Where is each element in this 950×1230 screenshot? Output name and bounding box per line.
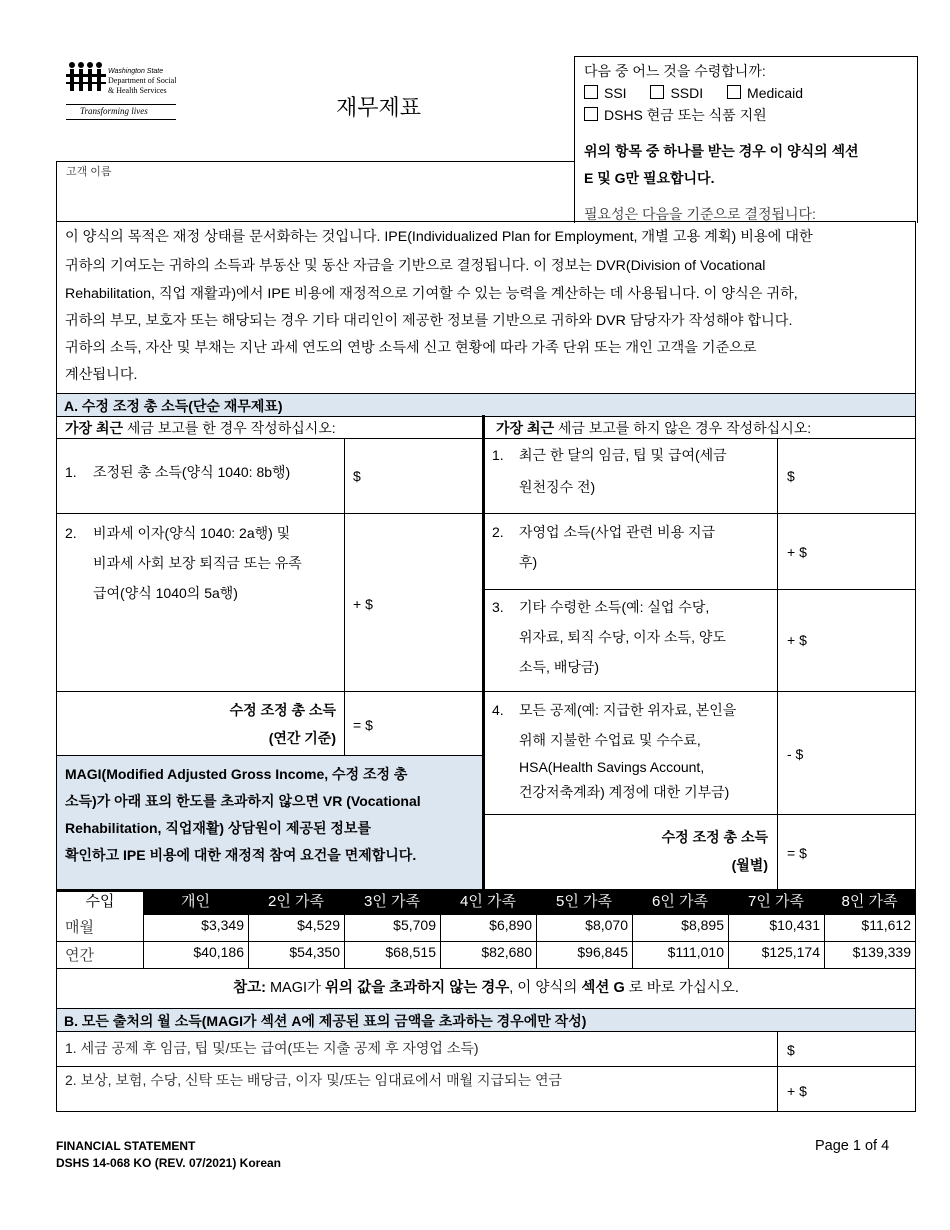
left-item-2: 2. 비과세 이자(양식 1040: 2a행) 및 비과세 사회 보장 퇴직금 또는 유족 급여(양식 1040의 5a행)	[65, 525, 302, 601]
logo-line-3: & Health Services	[108, 86, 167, 95]
footer-form-name: FINANCIAL STATEMENT	[56, 1139, 196, 1153]
form-title: 재무제표	[336, 95, 422, 120]
right-column-header: 가장 최근 세금 보고를 하지 않은 경우 작성하십시오:	[496, 420, 812, 436]
section-b-item-1-value-field[interactable]: $	[787, 1042, 795, 1058]
right-total-value-field[interactable]: = $	[787, 845, 807, 861]
intro-line-5: 귀하의 소득, 자산 및 부채는 지난 과세 연도의 연방 소득세 신고 현황에 따라 가족 단위 또는 개인 고객을 기준으로	[65, 340, 757, 356]
ssdi-checkbox[interactable]: SSDI	[650, 85, 703, 101]
receipt-options-row-1	[584, 84, 803, 102]
right-item-4-value-field[interactable]: - $	[787, 746, 804, 762]
left-total-value-field[interactable]: = $	[353, 717, 373, 733]
section-b-item-2: 2. 보상, 보험, 수당, 신탁 또는 배당금, 이자 및/또는 임대료에서 매월 지급되는 연금	[65, 1072, 563, 1088]
right-item-1-value-field[interactable]: $	[787, 468, 795, 484]
section-b-title-bar	[57, 1008, 915, 1032]
table-header-cell: 8인 가족	[841, 893, 898, 910]
dshs-people-logo-icon	[66, 60, 106, 100]
footer-page-number: Page 1 of 4	[815, 1138, 890, 1154]
intro-line-1: 이 양식의 목적은 재정 상태를 문서화하는 것입니다. IPE(Individualized Plan for Employment, 개별 고용 계획) 비용에 대한	[65, 229, 813, 245]
dshs-assistance-checkbox[interactable]: DSHS 현금 또는 식품 지원	[584, 106, 767, 124]
table-header-cell: 2인 가족	[268, 893, 324, 910]
left-item-2-value-field[interactable]: + $	[353, 596, 373, 612]
section-b-title: B. 모든 출처의 월 소득(MAGI가 섹션 A에 제공된 표의 금액을 초과하는 경우에만 작성)	[64, 1013, 587, 1029]
ssi-checkbox[interactable]: SSI	[584, 85, 627, 101]
income-table-header	[57, 889, 915, 915]
section-a-title: A. 수정 조정 총 소득(단순 재무제표)	[64, 398, 283, 414]
footer-form-number: DSHS 14-068 KO (REV. 07/2021) Korean	[56, 1156, 281, 1170]
table-header-cell: 7인 가족	[748, 893, 804, 910]
receipt-note-2: E 및 G만 필요합니다.	[584, 170, 715, 186]
intro-line-6: 계산됩니다.	[65, 367, 138, 383]
right-item-4: 4. 모든 공제(예: 지급한 위자료, 본인을 위해 지불한 수업료 및 수수료, HSA(Health Savings Account, 건강저축계좌) 계정에 대한 기부금)	[492, 702, 737, 800]
logo-tagline: Transforming lives	[80, 106, 148, 116]
medicaid-checkbox[interactable]: Medicaid	[727, 85, 803, 101]
client-name-field[interactable]	[56, 161, 575, 222]
section-a-title-bar	[57, 393, 915, 417]
table-note: 참고: MAGI가 위의 값을 초과하지 않는 경우, 이 양식의 섹션 G 로 바로 가십시오.	[233, 980, 739, 996]
right-total-label: 수정 조정 총 소득 (월별)	[661, 829, 768, 873]
intro-line-2: 귀하의 기여도는 귀하의 소득과 부동산 및 동산 자금을 기반으로 결정됩니다. 이 정보는 DVR(Division of Vocational	[65, 258, 766, 274]
right-item-3-value-field[interactable]: + $	[787, 632, 807, 648]
receipt-note-1: 위의 항목 중 하나를 받는 경우 이 양식의 섹션	[584, 143, 859, 159]
client-name-label: 고객 이름	[66, 166, 112, 178]
logo-line-2: Department of Social	[108, 76, 177, 85]
right-item-3: 3. 기타 수령한 소득(예: 실업 수당, 위자료, 퇴직 수당, 이자 소득, 양도 소득, 배당금)	[492, 599, 726, 675]
receipt-question: 다음 중 어느 것을 수령합니까:	[584, 63, 766, 79]
left-total-label: 수정 조정 총 소득 (연간 기준)	[229, 702, 336, 746]
table-header-cell: 6인 가족	[652, 893, 708, 910]
left-item-1-value-field[interactable]: $	[353, 468, 361, 484]
left-item-1-label: 조정된 총 소득(양식 1040: 8b행)	[93, 464, 291, 480]
table-row: 연간 $40,186 $54,350 $68,515 $82,680 $96,845 $111,010 $125,174 $139,339	[65, 944, 911, 964]
right-item-2: 2. 자영업 소득(사업 관련 비용 지급 후)	[492, 524, 716, 570]
receipt-basis: 필요성은 다음을 기준으로 결정됩니다:	[584, 206, 816, 222]
receipt-box	[574, 56, 918, 223]
intro-line-4: 귀하의 부모, 보호자 또는 해당되는 경우 기타 대리인이 제공한 정보를 기반으로 귀하와 DVR 담당자가 작성해야 합니다.	[65, 313, 793, 329]
section-b-item-2-value-field[interactable]: + $	[787, 1083, 807, 1099]
table-header-cell: 5인 가족	[556, 893, 612, 910]
left-item-1: 1. 조정된 총 소득(양식 1040: 8b행)	[65, 464, 291, 480]
table-row: 매월 $3,349 $4,529 $5,709 $6,890 $8,070 $8,895 $10,431 $11,612	[65, 917, 911, 936]
right-item-2-value-field[interactable]: + $	[787, 544, 807, 560]
intro-line-3: Rehabilitation, 직업 재활과)에서 IPE 비용에 재정적으로 기여할 수 있는 능력을 계산하는 데 사용됩니다. 이 양식은 귀하,	[65, 286, 798, 302]
dshs-logo	[66, 60, 178, 122]
section-b-item-1: 1. 세금 공제 후 임금, 팁 및/또는 급여(또는 지출 공제 후 자영업 소득)	[65, 1040, 479, 1056]
logo-line-1: Washington State	[108, 68, 164, 75]
left-column-header: 가장 최근 세금 보고를 한 경우 작성하십시오:	[65, 420, 336, 436]
table-header-cell: 4인 가족	[460, 893, 516, 910]
table-header-cell: 3인 가족	[364, 893, 420, 910]
table-header-cell: 개인	[181, 893, 210, 910]
right-item-1: 1. 최근 한 달의 임금, 팁 및 급여(세금 원천징수 전)	[492, 447, 727, 495]
table-header-cell: 수입	[57, 892, 144, 915]
magi-note: MAGI(Modified Adjusted Gross Income, 수정 조정 총 소득)가 아래 표의 한도를 초과하지 않으면 VR (Vocational Rehabilitation, 직업재활) 상담원이 제공된 정보를 확인하고 IPE 비용에 대한 재정적 참여 요건을 면제합니다.	[57, 756, 482, 889]
